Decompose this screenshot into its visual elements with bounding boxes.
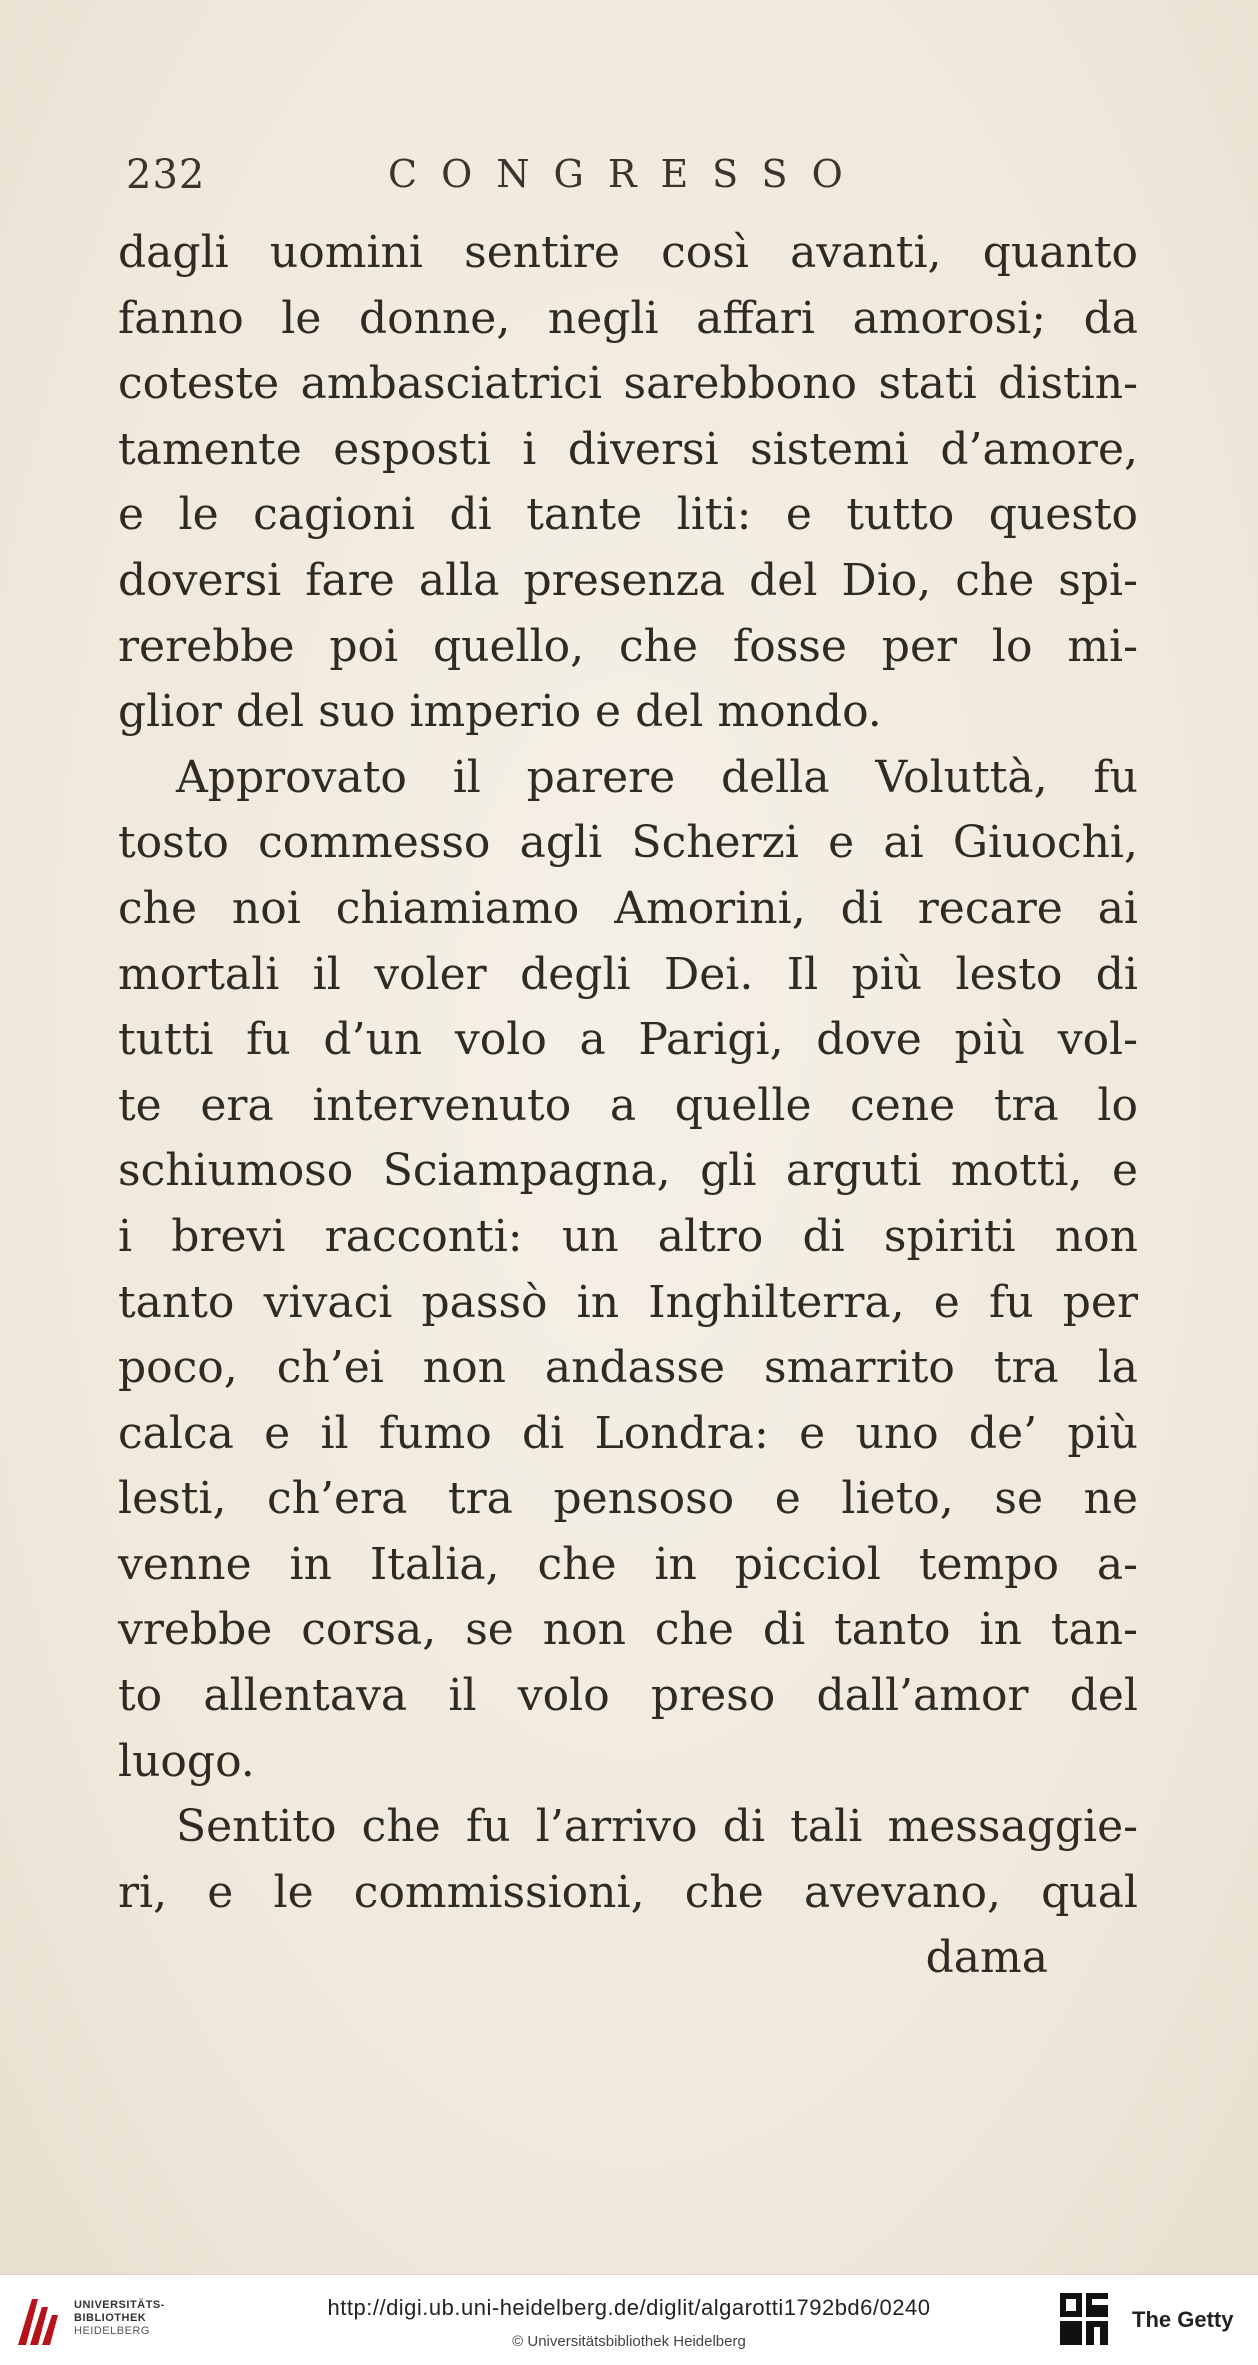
text-line: to allentava il volo preso dall’amor del — [118, 1670, 1138, 1722]
text-line: coteste ambasciatrici sarebbono stati distin- — [118, 358, 1138, 410]
catchword: dama — [925, 1932, 1048, 1984]
text-line: Approvato il parere della Voluttà, fu — [176, 751, 1138, 803]
running-title: CONGRESSO — [388, 152, 867, 196]
university-name-line: UNIVERSITÄTS- — [74, 2299, 165, 2311]
text-line: fanno le donne, negli affari amorosi; da — [118, 292, 1138, 344]
text-line: Sentito che fu l’arrivo di tali messaggie- — [176, 1801, 1138, 1853]
text-line: vrebbe corsa, se non che di tanto in tan- — [118, 1604, 1138, 1656]
footer-bar — [0, 2274, 1258, 2365]
text-line: luogo. — [118, 1735, 255, 1787]
text-line: tutti fu d’un volo a Parigi, dove più vol- — [118, 1014, 1138, 1066]
page-header — [126, 152, 1136, 212]
getty-name: The Getty — [1132, 2307, 1234, 2332]
text-line: ri, e le commissioni, che avevano, qual — [118, 1866, 1138, 1918]
text-line: e le cagioni di tante liti: e tutto questo — [118, 489, 1138, 541]
text-line: tanto vivaci passò in Inghilterra, e fu per — [118, 1276, 1138, 1328]
text-line: che noi chiamiamo Amorini, di recare ai — [118, 882, 1138, 934]
text-line: rerebbe poi quello, che fosse per lo mi- — [118, 620, 1138, 672]
page-number: 232 — [126, 152, 206, 198]
text-line: tamente esposti i diversi sistemi d’amore, — [118, 423, 1138, 475]
university-name-line: BIBLIOTHEK — [74, 2312, 147, 2324]
text-line: poco, ch’ei non andasse smarrito tra la — [118, 1342, 1138, 1394]
university-name-line: HEIDELBERG — [74, 2325, 150, 2337]
text-line: i brevi racconti: un altro di spiriti non — [118, 1210, 1138, 1262]
text-line: dagli uomini sentire così avanti, quanto — [118, 227, 1138, 278]
text-line: te era intervenuto a quelle cene tra lo — [118, 1079, 1138, 1131]
text-line: glior del suo imperio e del mondo. — [118, 686, 882, 738]
text-line: lesti, ch’era tra pensoso e lieto, se ne — [118, 1473, 1138, 1525]
text-line: schiumoso Sciampagna, gli arguti motti, e — [118, 1145, 1138, 1197]
body-text — [118, 220, 1138, 1991]
text-line: venne in Italia, che in picciol tempo a- — [118, 1538, 1138, 1590]
text-line: mortali il voler degli Dei. Il più lesto di — [118, 948, 1138, 1000]
getty-logo-icon — [1058, 2291, 1110, 2349]
source-url-link[interactable]: http://digi.ub.uni-heidelberg.de/diglit/algarotti1792bd6/0240 — [327, 2295, 931, 2320]
copyright-notice: © Universitätsbibliothek Heidelberg — [512, 2333, 746, 2350]
text-line: tosto commesso agli Scherzi e ai Giuochi, — [118, 817, 1138, 869]
text-line: doversi fare alla presenza del Dio, che spi- — [118, 554, 1138, 606]
text-line: calca e il fumo di Londra: e uno de’ più — [118, 1407, 1138, 1459]
